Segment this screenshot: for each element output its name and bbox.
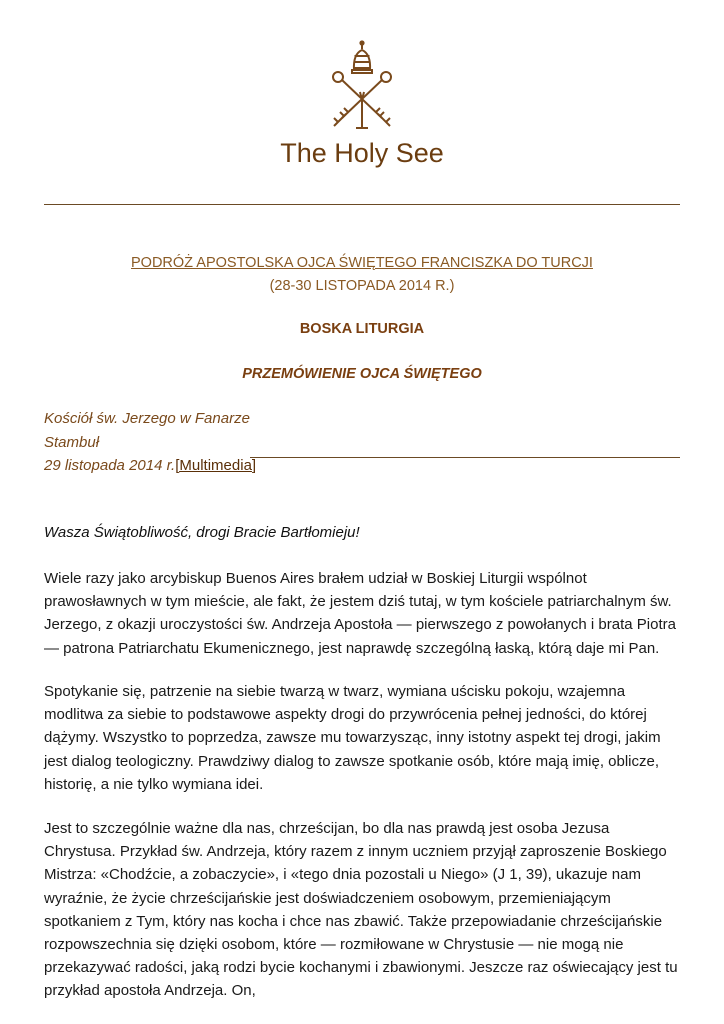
paragraph: Spotykanie się, patrzenie na siebie twarzą w twarz, wymiana uścisku pokoju, wzajemna modlitwa za siebie to podstawowe aspekty drogi do przywrócenia pełnej jedności, do której dążymy. Wszystko to poprzedza, zawsze mu towarzysząc, inny istotny aspekt tej drogi, jakim jest dialog teologiczny. Prawdziwy dialog to zawsze spotkanie osób, które mają imię, oblicze, historię, a nie tylko wymiana idei. (44, 683, 661, 793)
papal-coat-of-arms-icon (320, 40, 404, 132)
multimedia-bracket-open: [ (175, 457, 180, 474)
event-title: BOSKA LITURGIA (299, 321, 425, 337)
address-type: PRZEMÓWIENIE OJCA ŚWIĘTEGO (242, 366, 482, 382)
multimedia-bracket-close: ] (251, 457, 257, 474)
header-divider (44, 204, 680, 205)
location: Kościół św. Jerzego w Fanarze (44, 410, 250, 427)
paragraph: Wiele razy jako arcybiskup Buenos Aires brałem udział w Boskiej Liturgii wspólnot prawosławnych w tym mieście, ale fakt, że jestem dziś tutaj, w tym kościele patriarchalnym św. Jerzego, z okazji uroczystości św. Andrzeja Apostoła — pierwszego z powołanych i brata Piotra — patrona Patriarchatu Ekumenicznego, jest naprawdę szczególną łaską, którą daje mi Pan. (44, 570, 676, 657)
paragraph: Jest to szczególnie ważne dla nas, chrześcijan, bo dla nas prawdą jest osoba Jezusa Chrystusa. Przykład św. Andrzeja, który razem z innym uczniem przyjął zaproszenie Boskiego Mistrza: «Chodźcie, a zobaczycie», i «tego dnia pozostali u Niego» (J 1, 39), ukazuje nam wyraźnie, że życie chrześcijańskie jest doświadczeniem osobowym, przemieniającym spotkaniem z Tym, który nas kocha i chce nas zbawić. Także przepowiadanie chrześcijańskie rozpowszechnia się dzięki osobom, które — rozmiłowane w Chrystusie — nie mogą nie przekazywać radości, jaką rodzi bycie kochanymi i zbawionymi. Jeszcze raz oświecający jest tu przykład apostoła Andrzeja. On, (44, 820, 678, 1000)
date-line (44, 457, 256, 474)
trip-dates: (28-30 LISTOPADA 2014 R.) (269, 278, 455, 294)
meta-divider (250, 457, 680, 458)
trip-title-link[interactable]: PODRÓŻ APOSTOLSKA OJCA ŚWIĘTEGO FRANCISZKA DO TURCJI (131, 255, 593, 271)
site-title[interactable]: The Holy See (280, 138, 444, 168)
greeting: Wasza Świątobliwość, drogi Bracie Bartłomieju! (44, 524, 360, 541)
multimedia-link[interactable]: Multimedia (179, 457, 252, 474)
date: 29 listopada 2014 r. (44, 457, 176, 474)
city: Stambuł (44, 434, 100, 451)
